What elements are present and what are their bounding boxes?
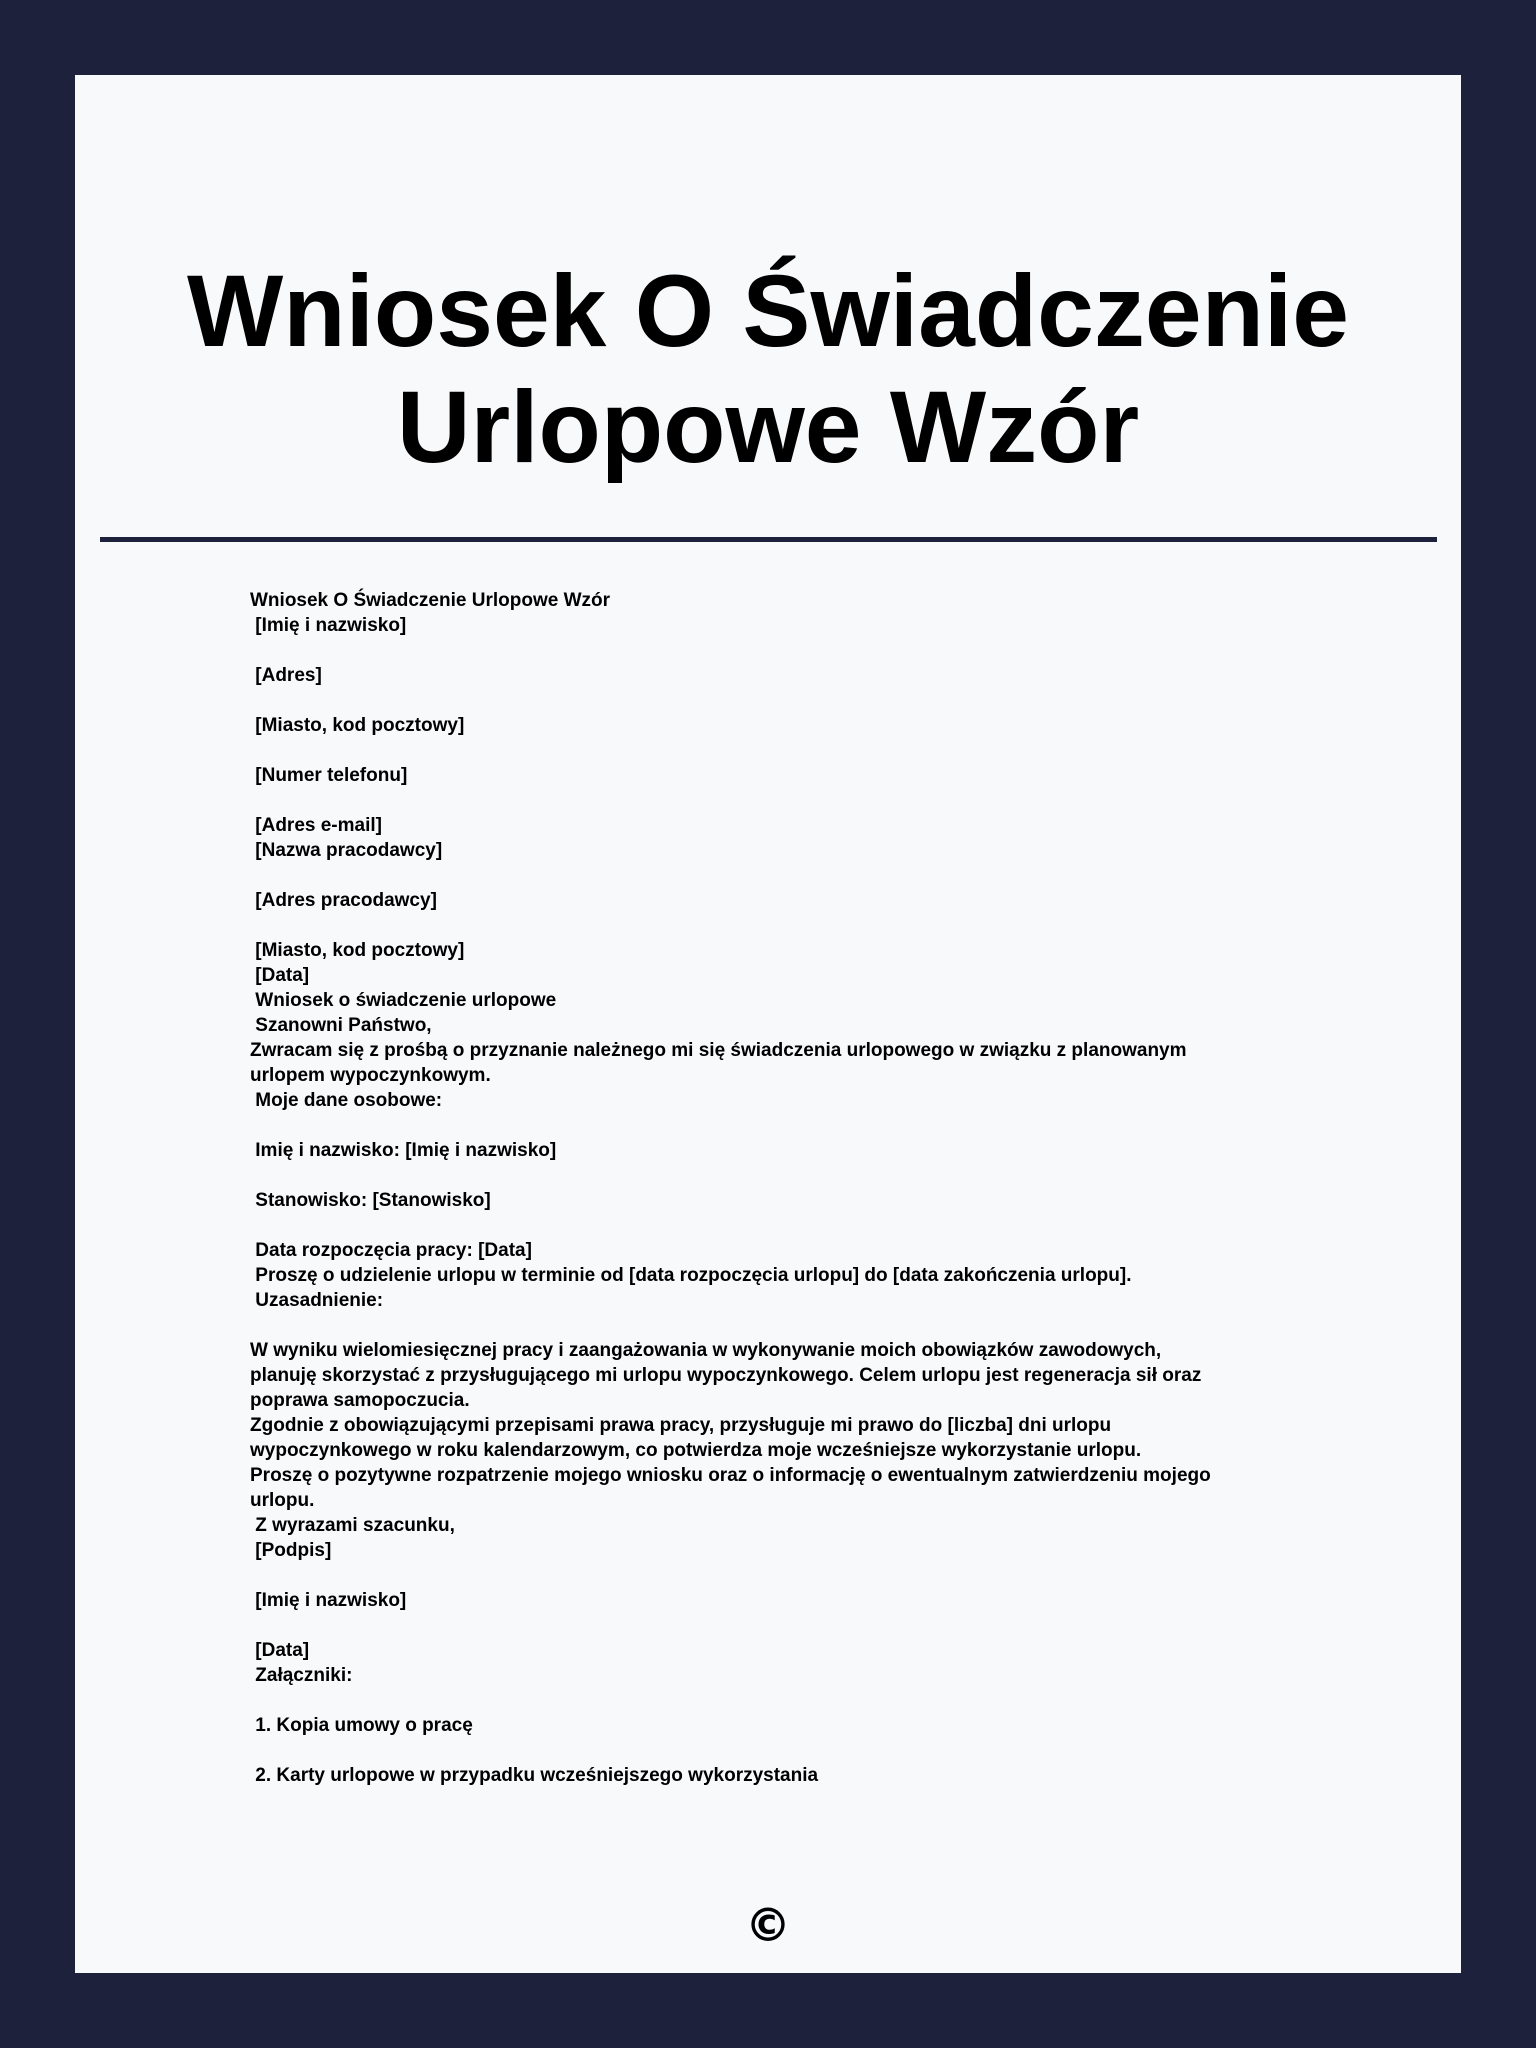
document-line: planuję skorzystać z przysługującego mi urlopu wypoczynkowego. Celem urlopu jest regeneracja sił oraz xyxy=(250,1365,1202,1386)
blank-line xyxy=(250,1563,1355,1588)
blank-line xyxy=(250,638,1355,663)
document-line: Szanowni Państwo, xyxy=(250,1015,432,1036)
document-line: [Adres e-mail] xyxy=(250,815,382,836)
document-line: Wniosek O Świadczenie Urlopowe Wzór xyxy=(250,590,610,611)
blank-line xyxy=(250,738,1355,763)
document-line: Imię i nazwisko: [Imię i nazwisko] xyxy=(250,1140,557,1161)
document-line: Uzasadnienie: xyxy=(250,1290,384,1311)
title-line-2: Urlopowe Wzór xyxy=(396,370,1140,484)
blank-line xyxy=(250,863,1355,888)
document-line: [Imię i nazwisko] xyxy=(250,1590,407,1611)
document-line: [Podpis] xyxy=(250,1540,332,1561)
blank-line xyxy=(250,1313,1355,1338)
title-divider xyxy=(100,537,1437,542)
document-line: Wniosek o świadczenie urlopowe xyxy=(250,990,557,1011)
document-line: Proszę o pozytywne rozpatrzenie mojego wniosku oraz o informację o ewentualnym zatwierdzeniu mojego xyxy=(250,1465,1211,1486)
document-line: poprawa samopoczucia. xyxy=(250,1390,470,1411)
document-line: [Imię i nazwisko] xyxy=(250,615,407,636)
document-line: Proszę o udzielenie urlopu w terminie od [data rozpoczęcia urlopu] do [data zakończenia urlopu]. xyxy=(250,1265,1132,1286)
document-line: Zwracam się z prośbą o przyznanie należnego mi się świadczenia urlopowego w związku z planowanym xyxy=(250,1040,1187,1061)
document-line: [Data] xyxy=(250,1640,310,1661)
blank-line xyxy=(250,913,1355,938)
document-line: [Adres pracodawcy] xyxy=(250,890,437,911)
blank-line xyxy=(250,1738,1355,1763)
document-line: [Data] xyxy=(250,965,310,986)
document-line: [Numer telefonu] xyxy=(250,765,408,786)
document-line: W wyniku wielomiesięcznej pracy i zaangażowania w wykonywanie moich obowiązków zawodowych, xyxy=(250,1340,1162,1361)
blank-line xyxy=(250,1163,1355,1188)
document-line: urlopem wypoczynkowym. xyxy=(250,1065,491,1086)
document-line: [Miasto, kod pocztowy] xyxy=(250,715,465,736)
page-title xyxy=(75,253,1461,485)
document-line: [Miasto, kod pocztowy] xyxy=(250,940,465,961)
document-line: Stanowisko: [Stanowisko] xyxy=(250,1190,491,1211)
document-line: urlopu. xyxy=(250,1490,315,1511)
document-line: 2. Karty urlopowe w przypadku wcześniejszego wykorzystania xyxy=(250,1765,819,1786)
document-line: Z wyrazami szacunku, xyxy=(250,1515,455,1536)
document-line: Zgodnie z obowiązującymi przepisami prawa pracy, przysługuje mi prawo do [liczba] dni urlopu xyxy=(250,1415,1112,1436)
document-line: Załączniki: xyxy=(250,1665,353,1686)
copyright-icon: © xyxy=(745,1898,791,1952)
document-line: Moje dane osobowe: xyxy=(250,1090,443,1111)
blank-line xyxy=(250,688,1355,713)
blank-line xyxy=(250,1213,1355,1238)
document-line: [Nazwa pracodawcy] xyxy=(250,840,443,861)
blank-line xyxy=(250,1113,1355,1138)
document-line: Data rozpoczęcia pracy: [Data] xyxy=(250,1240,532,1261)
blank-line xyxy=(250,788,1355,813)
document-line: 1. Kopia umowy o pracę xyxy=(250,1715,473,1736)
title-line-1: Wniosek O Świadczenie xyxy=(187,254,1349,368)
document-body xyxy=(250,588,1355,1788)
document-page xyxy=(75,75,1461,1973)
blank-line xyxy=(250,1688,1355,1713)
document-line: wypoczynkowego w roku kalendarzowym, co potwierdza moje wcześniejsze wykorzystanie urlopu. xyxy=(250,1440,1142,1461)
document-line: [Adres] xyxy=(250,665,322,686)
blank-line xyxy=(250,1613,1355,1638)
